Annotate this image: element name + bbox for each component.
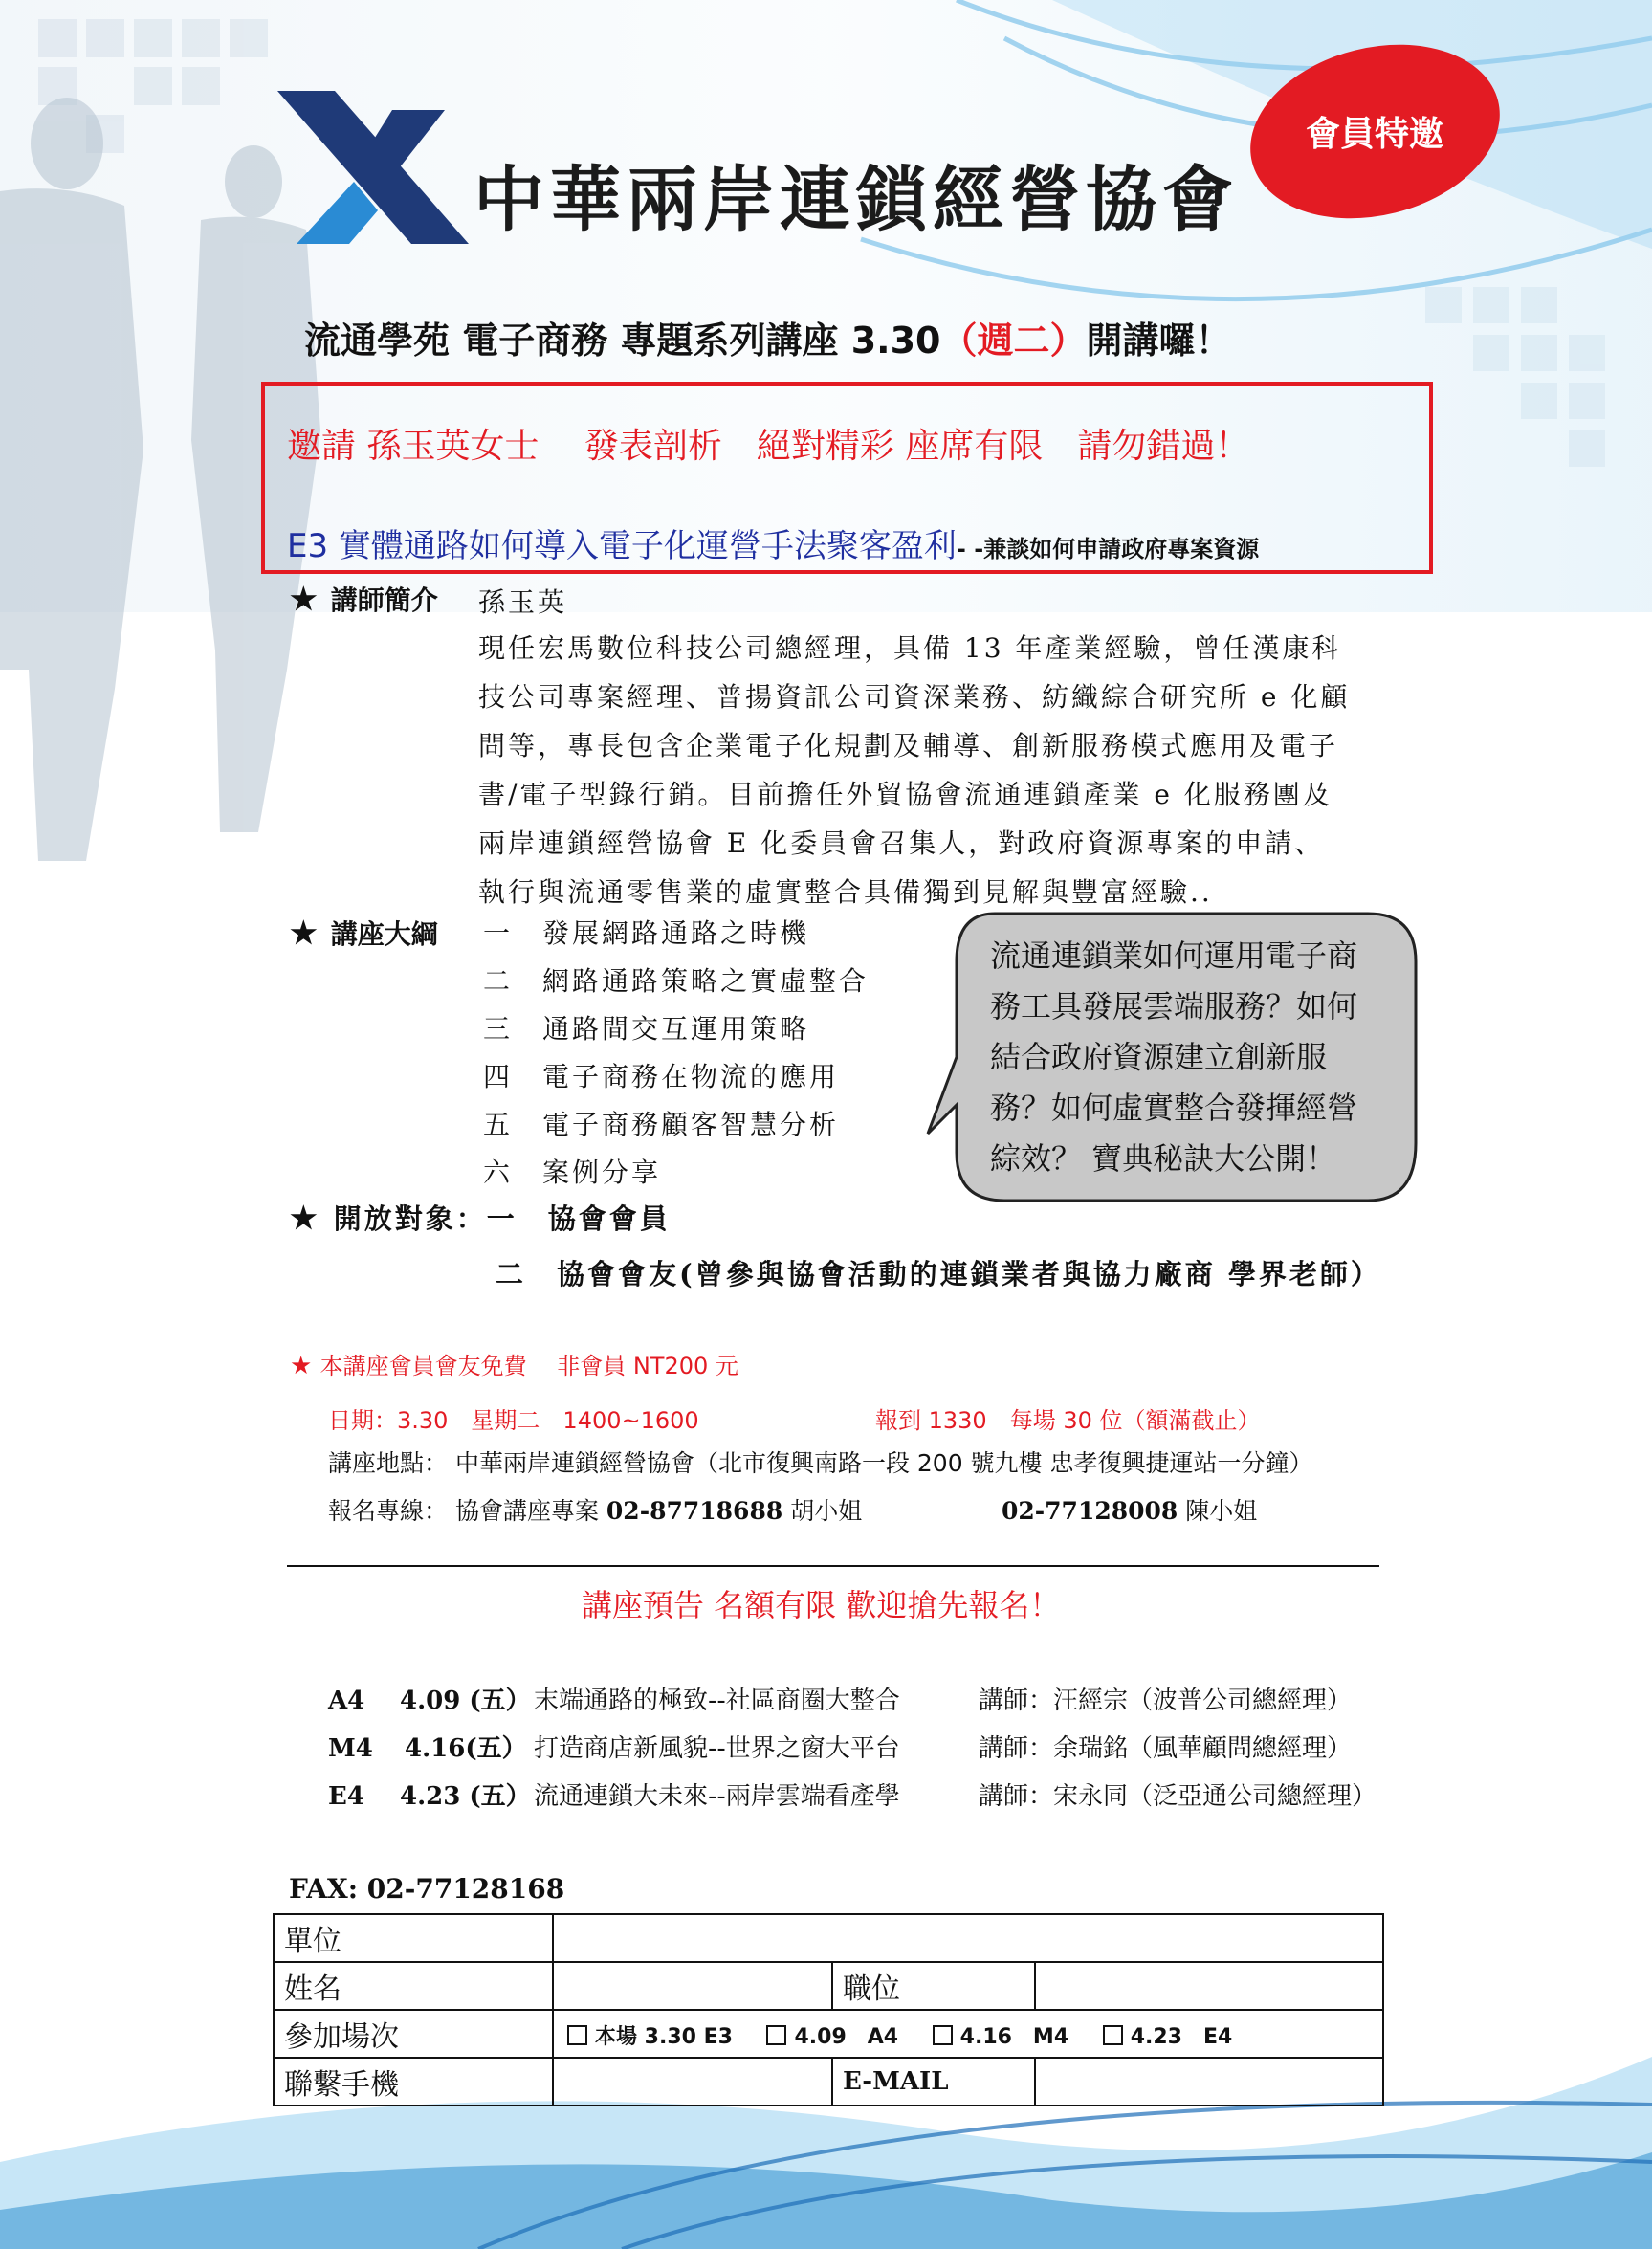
bubble-line: 結合政府資源建立創新服 [990,1039,1328,1075]
outline-list [483,911,869,1198]
session-code: M4 [328,1734,373,1763]
topic-main: E3 實體通路如何導入電子化運營手法聚客盈利 [287,527,957,565]
unit-label: 單位 [274,1914,553,1962]
checkbox-icon[interactable] [933,2025,953,2045]
speaker-section-label [290,580,438,618]
bubble-line: 務？如何虛實整合發揮經營 [990,1090,1358,1126]
preview-title: 講座預告 名額有限 歡迎搶先報名！ [582,1587,1061,1623]
session-title: 流通連鎖大未來--兩岸雲端看產學 [534,1782,900,1811]
venue-info: 講座地點： 中華兩岸連鎖經營協會（北市復興南路一段 200 號九樓 忠孝復興捷運站一分鐘） [328,1449,1313,1477]
session-date: 4.23 (五） [400,1782,531,1811]
audience-line-2: 二 協會會友(曾參與協會活動的連鎖業者與協力廠商 學界老師） [496,1258,1381,1290]
session-code: A4 [328,1687,365,1715]
outline-label: 講座大綱 [330,918,438,950]
table-row [274,1962,1383,2010]
list-item: 四 電子商務在物流的應用 [483,1061,840,1092]
session-date: 4.09 (五） [400,1687,531,1715]
registration-form [273,1913,1384,2106]
audience-section [290,1198,671,1237]
session-speaker: 講師：宋永同（泛亞通公司總經理） [979,1782,1377,1811]
name-field[interactable] [553,1962,832,2010]
headline-weekday: （週二） [940,320,1087,362]
bubble-text [990,931,1387,1184]
checkbox-icon[interactable] [567,2025,587,2045]
table-row [274,2058,1383,2106]
bio-line: 問等，專長包含企業電子化規劃及輔導、創新服務模式應用及電子 [478,730,1339,761]
fee-info [290,1347,738,1380]
title-field[interactable] [1035,1962,1383,2010]
session-code: E4 [328,1782,364,1811]
topic-subtitle: - -兼談如何申請政府專案資源 [956,536,1260,562]
star-icon: ★ [290,1352,320,1380]
bio-line: 兩岸連鎖經營協會 E 化委員會召集人，對政府資源專案的申請、 [478,827,1325,859]
bio-line: 現任宏馬數位科技公司總經理，具備 13 年產業經驗，曾任漢康科 [478,632,1342,664]
hotline-number-1: 02-87718688 [606,1497,783,1525]
audience-line-1: 一 協會會員 [486,1202,671,1235]
list-item: 三 通路間交互運用策略 [483,1013,810,1045]
speaker-bio [478,624,1397,916]
star-icon: ★ [290,915,318,951]
bubble-line: 綜效？ 寶典秘訣大公開！ [990,1140,1337,1177]
headline-main: 流通學苑 電子商務 專題系列講座 3.30 [304,320,941,362]
bio-line: 執行與流通零售業的虛實整合具備獨到見解與豐富經驗.. [478,876,1213,908]
name-label: 姓名 [274,1962,553,2010]
fee-text: 本講座會員會友免費 非會員 NT200 元 [319,1353,738,1379]
invite-line: 邀請 孫玉英女士 發表剖析 絕對精彩 座席有限 請勿錯過！ [287,427,1250,466]
hotline-contact-1: 胡小姐 [790,1497,863,1525]
fax-number: FAX: 02-77128168 [289,1873,565,1905]
session-row [328,1776,1377,1812]
unit-field[interactable] [553,1914,1383,1962]
speaker-label: 講師簡介 [330,584,438,616]
session-date: 4.16(五） [405,1734,527,1763]
email-field[interactable] [1035,2058,1383,2106]
lecture-topic [287,519,1259,566]
phone-label: 聯繫手機 [274,2058,553,2106]
email-label: E-MAIL [832,2058,1035,2106]
divider [287,1565,1379,1567]
star-icon: ★ [290,1200,320,1236]
list-item: 五 電子商務顧客智慧分析 [483,1109,840,1140]
event-headline [304,311,1231,364]
session-speaker: 講師：余瑞銘（風華顧問總經理） [979,1734,1353,1763]
headline-end: 開講囉！ [1086,320,1232,362]
list-item: 一 發展網路通路之時機 [483,917,810,949]
table-row [274,1914,1383,1962]
organization-name: 中華兩岸連鎖經營協會 [474,159,1239,241]
badge-text: 會員特邀 [1306,115,1444,155]
phone-field[interactable] [553,2058,832,2106]
outline-section-label [290,914,438,952]
option-e4[interactable]: 4.23 E4 [1099,2017,1254,2051]
session-title: 打造商店新風貌--世界之窗大平台 [534,1734,900,1763]
bubble-line: 務工具發展雲端服務？如何 [990,988,1358,1025]
hotline-number-2: 02-77128008 [1002,1497,1178,1525]
checkbox-icon[interactable] [1103,2025,1123,2045]
hotline-label: 報名專線： 協會講座專案 [328,1497,599,1525]
checkbox-icon[interactable] [766,2025,786,2045]
hotline-info [328,1492,862,1527]
hotline-contact-2: 陳小姐 [1185,1497,1258,1525]
session-row [328,1729,1352,1764]
checkin-info: 報到 1330 每場 30 位（額滿截止） [875,1407,1261,1434]
table-row [274,2010,1383,2058]
speaker-name: 孫玉英 [478,586,568,618]
association-logo [277,91,469,244]
option-m4[interactable]: 4.16 M4 [929,2017,1090,2051]
hotline-info-2 [1002,1492,1257,1527]
session-row [328,1681,1352,1716]
list-item: 二 網路通路策略之實虛整合 [483,965,870,997]
audience-label: 開放對象： [333,1202,487,1235]
star-icon: ★ [290,581,318,617]
option-current[interactable]: 本場 3.30 E3 [563,2017,754,2051]
bio-line: 書/電子型錄行銷。目前擔任外貿協會流通連鎖產業 e 化服務團及 [478,779,1333,810]
list-item: 六 案例分享 [483,1157,662,1188]
title-label: 職位 [832,1962,1035,2010]
bubble-line: 流通連鎖業如何運用電子商 [990,937,1358,974]
option-a4[interactable]: 4.09 A4 [762,2017,919,2051]
bio-line: 技公司專案經理、普揚資訊公司資深業務、紡織綜合研究所 e 化顧 [478,681,1351,713]
event-date: 日期：3.30 星期二 1400~1600 [328,1407,699,1434]
session-title: 末端通路的極致--社區商圈大整合 [534,1687,900,1715]
session-speaker: 講師：汪經宗（波普公司總經理） [979,1687,1353,1715]
session-options [553,2010,1383,2058]
session-label: 參加場次 [274,2010,553,2058]
